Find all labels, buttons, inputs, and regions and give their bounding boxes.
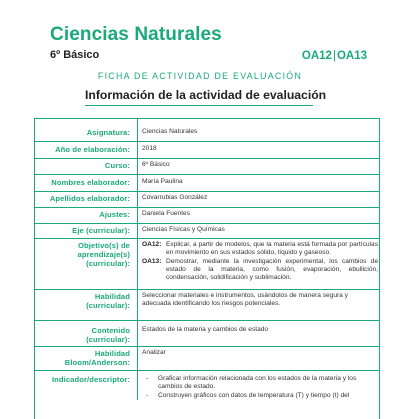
label-line: Habilidad (94, 349, 130, 358)
objective-text: Demostrar, mediante la investigación experimental, los cambios de estado de la materia, como fusión, evaporación, ebullición, condensación, solidificación y sublimación. (166, 257, 378, 282)
row-divider (34, 174, 380, 175)
indicator-item (142, 392, 378, 400)
label-eje: Eje (curricular): (72, 226, 130, 235)
row-habilidad (34, 292, 380, 320)
objective-code: OA13: (142, 257, 162, 265)
value-bloom: Analizar (142, 349, 166, 356)
label-anio: Año de elaboración: (55, 145, 130, 154)
label-line: (curricular): (86, 259, 130, 268)
row-curso (34, 161, 380, 173)
objective-code: OA12: (142, 241, 162, 248)
label-line: Objetivo(s) de (77, 241, 130, 250)
row-indicador (34, 375, 380, 400)
row-divider (34, 191, 380, 192)
value-nombres: María Paulina (142, 178, 183, 185)
indicator-text: Construyen gráficos con datos de temperatura (T) y tiempo (t) del (158, 391, 350, 399)
row-divider (34, 370, 380, 371)
value-curso: 6º Básico (142, 161, 170, 168)
row-asignatura (34, 128, 380, 140)
objective-item (142, 241, 378, 258)
label-line: Habilidad (94, 292, 130, 301)
row-bloom (34, 349, 380, 369)
row-divider (34, 320, 380, 321)
objective-item (142, 258, 378, 283)
label-ajustes: Ajustes: (99, 210, 130, 219)
oa-codes (302, 50, 367, 62)
value-anio: 2018 (142, 145, 157, 152)
row-nombres (34, 178, 380, 190)
bullet: - (146, 375, 149, 382)
row-divider (34, 223, 380, 224)
row-divider (34, 158, 380, 159)
oa-code: OA12 (301, 50, 332, 62)
label-line: (curricular): (86, 335, 130, 344)
oa-code: OA13 (336, 50, 367, 62)
row-apellidos (34, 194, 380, 206)
row-divider (34, 207, 380, 208)
row-objetivos (34, 241, 380, 289)
label-habilidad (34, 292, 130, 310)
row-divider (34, 289, 380, 290)
label-bloom (34, 349, 130, 367)
label-indicador: Indicador/descriptor: (51, 375, 130, 384)
label-line: (curricular): (86, 301, 130, 310)
row-contenido (34, 326, 380, 346)
label-apellidos: Apellidos elaborador: (49, 194, 130, 203)
indicator-text: Graficar información relacionada con los estados de la materia y los cambios de estado. (158, 375, 357, 391)
label-objetivos (34, 241, 130, 268)
value-contenido: Estados de la materia y cambios de estado (142, 326, 269, 333)
grade-subtitle: 6º Básico (50, 49, 100, 61)
row-eje (34, 226, 380, 238)
oa-separator: | (332, 50, 336, 62)
label-line: Contenido (91, 326, 130, 335)
objective-text: Explicar, a partir de modelos, que la materia está formada por partículas en movimiento en sus estados sólido, líquido y gaseoso. (166, 241, 378, 257)
value-indicador (142, 375, 378, 400)
row-divider (34, 141, 380, 142)
row-divider (34, 238, 380, 239)
sheet-type: FICHA DE ACTIVIDAD DE EVALUACIÓN (97, 71, 303, 81)
label-contenido (34, 326, 130, 344)
column-divider (137, 119, 138, 400)
row-divider (34, 346, 380, 347)
label-asignatura: Asignatura: (86, 128, 130, 137)
bullet: - (146, 391, 149, 399)
page-title: Ciencias Naturales (50, 24, 222, 45)
label-line: Bloom/Anderson: (64, 358, 130, 367)
row-ajustes (34, 210, 380, 222)
heading-underline (85, 105, 313, 106)
value-eje: Ciencias Físicas y Químicas (142, 226, 225, 233)
indicator-item (142, 375, 378, 392)
label-curso: Curso: (104, 161, 130, 170)
value-asignatura: Ciencias Naturales (142, 128, 198, 135)
value-objetivos (142, 241, 378, 282)
label-line: aprendizaje(s) (77, 250, 130, 259)
label-nombres: Nombres elaborador: (51, 178, 130, 187)
section-heading: Información de la actividad de evaluación (85, 88, 327, 102)
row-anio (34, 145, 380, 157)
value-ajustes: Daniela Fuentes (142, 210, 191, 217)
value-habilidad: Seleccionar materiales e instrumentos, usándolos de manera segura y adecuada identificando los riesgos potenciales. (142, 292, 348, 308)
value-apellidos: Covarrubias González (142, 194, 208, 201)
